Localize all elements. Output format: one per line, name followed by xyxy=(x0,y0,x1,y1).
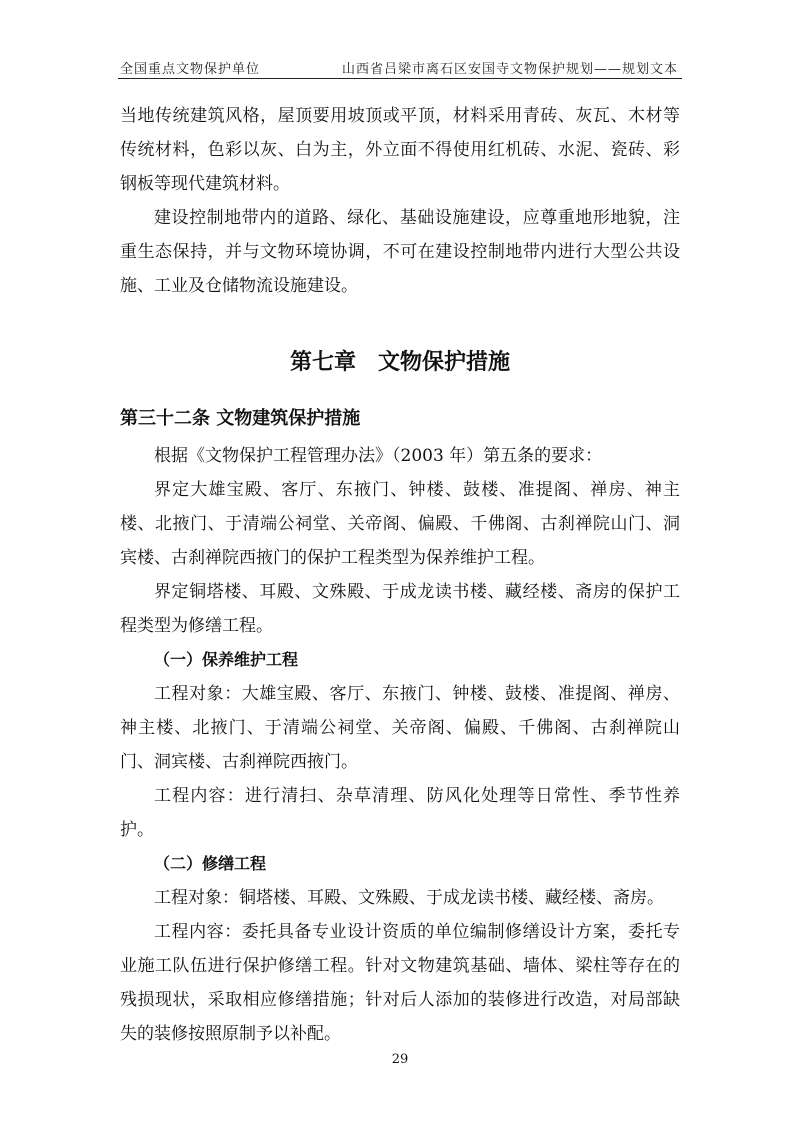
paragraph: 工程对象：大雄宝殿、客厅、东掖门、钟楼、鼓楼、准提阁、禅房、神主楼、北掖门、于清端公祠堂、关帝阁、偏殿、千佛阁、古刹禅院山门、洞宾楼、古刹禅院西掖门。 xyxy=(120,684,680,772)
paragraph: 工程对象：铜塔楼、耳殿、文殊殿、于成龙读书楼、藏经楼、斋房。 xyxy=(154,888,664,908)
page-number: 29 xyxy=(391,1052,409,1067)
paragraph: 工程内容：进行清扫、杂草清理、防风化处理等日常性、季节性养护。 xyxy=(120,786,680,840)
paragraph: 建设控制地带内的道路、绿化、基础设施建设，应尊重地形地貌，注重生态保持，并与文物环境协调，不可在建设控制地带内进行大型公共设施、工业及仓储物流设施建设。 xyxy=(120,208,680,296)
section-heading: （一）保养维护工程 xyxy=(154,650,299,669)
paragraph: 界定大雄宝殿、客厅、东掖门、钟楼、鼓楼、准提阁、禅房、神主楼、北掖门、于清端公祠堂、关帝阁、偏殿、千佛阁、古刹禅院山门、洞宾楼、古刹禅院西掖门的保护工程类型为保养维护工程。 xyxy=(120,480,680,568)
paragraph: 工程内容：委托具备专业设计资质的单位编制修缮设计方案，委托专业施工队伍进行保护修缮工程。针对文物建筑基础、墙体、梁柱等存在的残损现状，采取相应修缮措施；针对后人添加的装修进行改造，对局部缺失的装修按照原制予以补配。 xyxy=(120,922,680,1044)
section-heading: （二）修缮工程 xyxy=(154,854,267,873)
paragraph: 界定铜塔楼、耳殿、文殊殿、于成龙读书楼、藏经楼、斋房的保护工程类型为修缮工程。 xyxy=(120,582,680,636)
article-title: 第三十二条 文物建筑保护措施 xyxy=(120,408,361,429)
paragraph: 当地传统建筑风格，屋顶要用坡顶或平顶，材料采用青砖、灰瓦、木材等传统材料，色彩以灰、白为主，外立面不得使用红机砖、水泥、瓷砖、彩钢板等现代建筑材料。 xyxy=(120,106,680,194)
chapter-title: 第七章 文物保护措施 xyxy=(289,350,510,375)
header-right-text: 山西省吕梁市离石区安国寺文物保护规划——规划文本 xyxy=(341,62,678,77)
document-body xyxy=(120,99,680,1051)
header-left-text: 全国重点文物保护单位 xyxy=(120,62,261,77)
paragraph: 根据《文物保护工程管理办法》（2003 年）第五条的要求： xyxy=(154,446,603,466)
header-rule xyxy=(118,78,682,79)
